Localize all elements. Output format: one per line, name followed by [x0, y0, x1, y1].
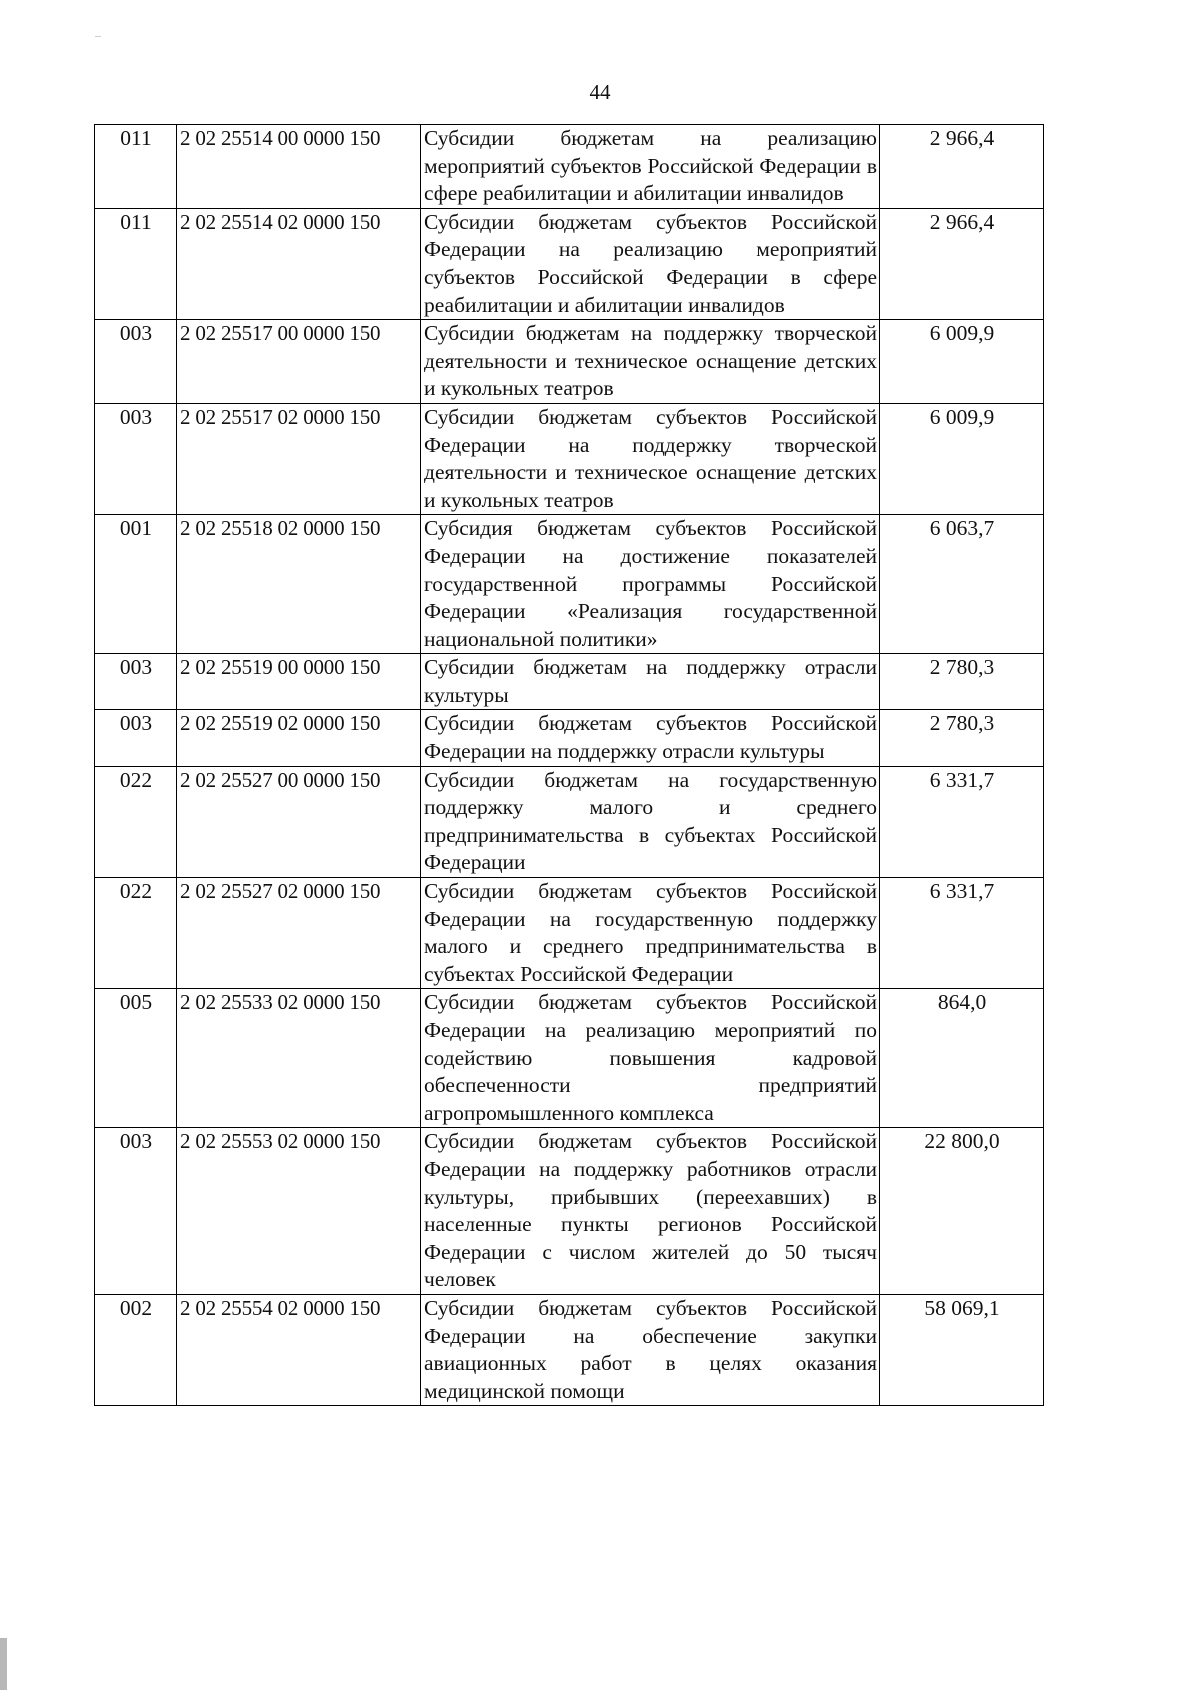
- amount-cell: 22 800,0: [880, 1128, 1044, 1295]
- amount-cell: 6 009,9: [880, 320, 1044, 404]
- admin-code-cell: 003: [95, 710, 177, 766]
- table-row: [95, 1294, 1044, 1405]
- revenue-description-cell: Субсидия бюджетам субъектов Российской Федерации на достижение показателей государственной программы Российской Федерации «Реализация государственной национальной политики»: [421, 515, 880, 654]
- page-number: 44: [589, 80, 611, 104]
- budget-classification-code-cell: 2 02 25527 00 0000 150: [177, 766, 421, 877]
- amount-cell: 864,0: [880, 989, 1044, 1128]
- revenue-description-cell: Субсидии бюджетам на реализацию мероприятий субъектов Российской Федерации в сфере реабилитации и абилитации инвалидов: [421, 125, 880, 209]
- table-row: [95, 320, 1044, 404]
- table-row: [95, 710, 1044, 766]
- table-row: [95, 766, 1044, 877]
- admin-code-cell: 001: [95, 515, 177, 654]
- budget-classification-code-cell: 2 02 25517 00 0000 150: [177, 320, 421, 404]
- scan-edge-mark: [0, 1638, 7, 1690]
- admin-code-cell: 003: [95, 1128, 177, 1295]
- amount-cell: 6 009,9: [880, 403, 1044, 514]
- table-row: [95, 515, 1044, 654]
- revenue-description-cell: Субсидии бюджетам субъектов Российской Федерации на реализацию мероприятий по содействию повышения кадровой обеспеченности предприятий агропромышленного комплекса: [421, 989, 880, 1128]
- revenue-description-cell: Субсидии бюджетам на государственную поддержку малого и среднего предпринимательства в субъектах Российской Федерации: [421, 766, 880, 877]
- budget-classification-code-cell: 2 02 25533 02 0000 150: [177, 989, 421, 1128]
- budget-classification-code-cell: 2 02 25514 00 0000 150: [177, 125, 421, 209]
- revenue-description-cell: Субсидии бюджетам субъектов Российской Федерации на государственную поддержку малого и среднего предпринимательства в субъектах Российской Федерации: [421, 878, 880, 989]
- revenue-description-cell: Субсидии бюджетам субъектов Российской Федерации на поддержку отрасли культуры: [421, 710, 880, 766]
- table-row: [95, 208, 1044, 319]
- scan-artifact-mark: [95, 36, 101, 37]
- revenue-description-cell: Субсидии бюджетам на поддержку творческой деятельности и техническое оснащение детских и кукольных театров: [421, 320, 880, 404]
- revenue-description-cell: Субсидии бюджетам субъектов Российской Федерации на поддержку работников отрасли культуры, прибывших (переехавших) в населенные пункты регионов Российской Федерации с числом жителей до 50 тысяч человек: [421, 1128, 880, 1295]
- budget-classification-code-cell: 2 02 25518 02 0000 150: [177, 515, 421, 654]
- amount-cell: 6 331,7: [880, 766, 1044, 877]
- admin-code-cell: 022: [95, 766, 177, 877]
- table-row: [95, 654, 1044, 710]
- amount-cell: 6 331,7: [880, 878, 1044, 989]
- admin-code-cell: 011: [95, 125, 177, 209]
- amount-cell: 2 966,4: [880, 125, 1044, 209]
- budget-classification-code-cell: 2 02 25519 00 0000 150: [177, 654, 421, 710]
- amount-cell: 6 063,7: [880, 515, 1044, 654]
- budget-classification-code-cell: 2 02 25517 02 0000 150: [177, 403, 421, 514]
- budget-classification-code-cell: 2 02 25554 02 0000 150: [177, 1294, 421, 1405]
- revenue-description-cell: Субсидии бюджетам на поддержку отрасли культуры: [421, 654, 880, 710]
- admin-code-cell: 011: [95, 208, 177, 319]
- admin-code-cell: 003: [95, 320, 177, 404]
- budget-classification-code-cell: 2 02 25519 02 0000 150: [177, 710, 421, 766]
- table-row: [95, 403, 1044, 514]
- admin-code-cell: 003: [95, 654, 177, 710]
- revenue-description-cell: Субсидии бюджетам субъектов Российской Федерации на обеспечение закупки авиационных работ в целях оказания медицинской помощи: [421, 1294, 880, 1405]
- table-row: [95, 878, 1044, 989]
- amount-cell: 2 966,4: [880, 208, 1044, 319]
- amount-cell: 2 780,3: [880, 710, 1044, 766]
- revenue-description-cell: Субсидии бюджетам субъектов Российской Федерации на реализацию мероприятий субъектов Российской Федерации в сфере реабилитации и абилитации инвалидов: [421, 208, 880, 319]
- amount-cell: 58 069,1: [880, 1294, 1044, 1405]
- budget-revenue-table: [94, 124, 1044, 1406]
- admin-code-cell: 022: [95, 878, 177, 989]
- table-body: [95, 125, 1044, 1406]
- table-row: [95, 989, 1044, 1128]
- budget-classification-code-cell: 2 02 25527 02 0000 150: [177, 878, 421, 989]
- admin-code-cell: 003: [95, 403, 177, 514]
- admin-code-cell: 002: [95, 1294, 177, 1405]
- revenue-description-cell: Субсидии бюджетам субъектов Российской Федерации на поддержку творческой деятельности и техническое оснащение детских и кукольных театров: [421, 403, 880, 514]
- table-row: [95, 1128, 1044, 1295]
- admin-code-cell: 005: [95, 989, 177, 1128]
- budget-classification-code-cell: 2 02 25514 02 0000 150: [177, 208, 421, 319]
- table-row: [95, 125, 1044, 209]
- budget-classification-code-cell: 2 02 25553 02 0000 150: [177, 1128, 421, 1295]
- amount-cell: 2 780,3: [880, 654, 1044, 710]
